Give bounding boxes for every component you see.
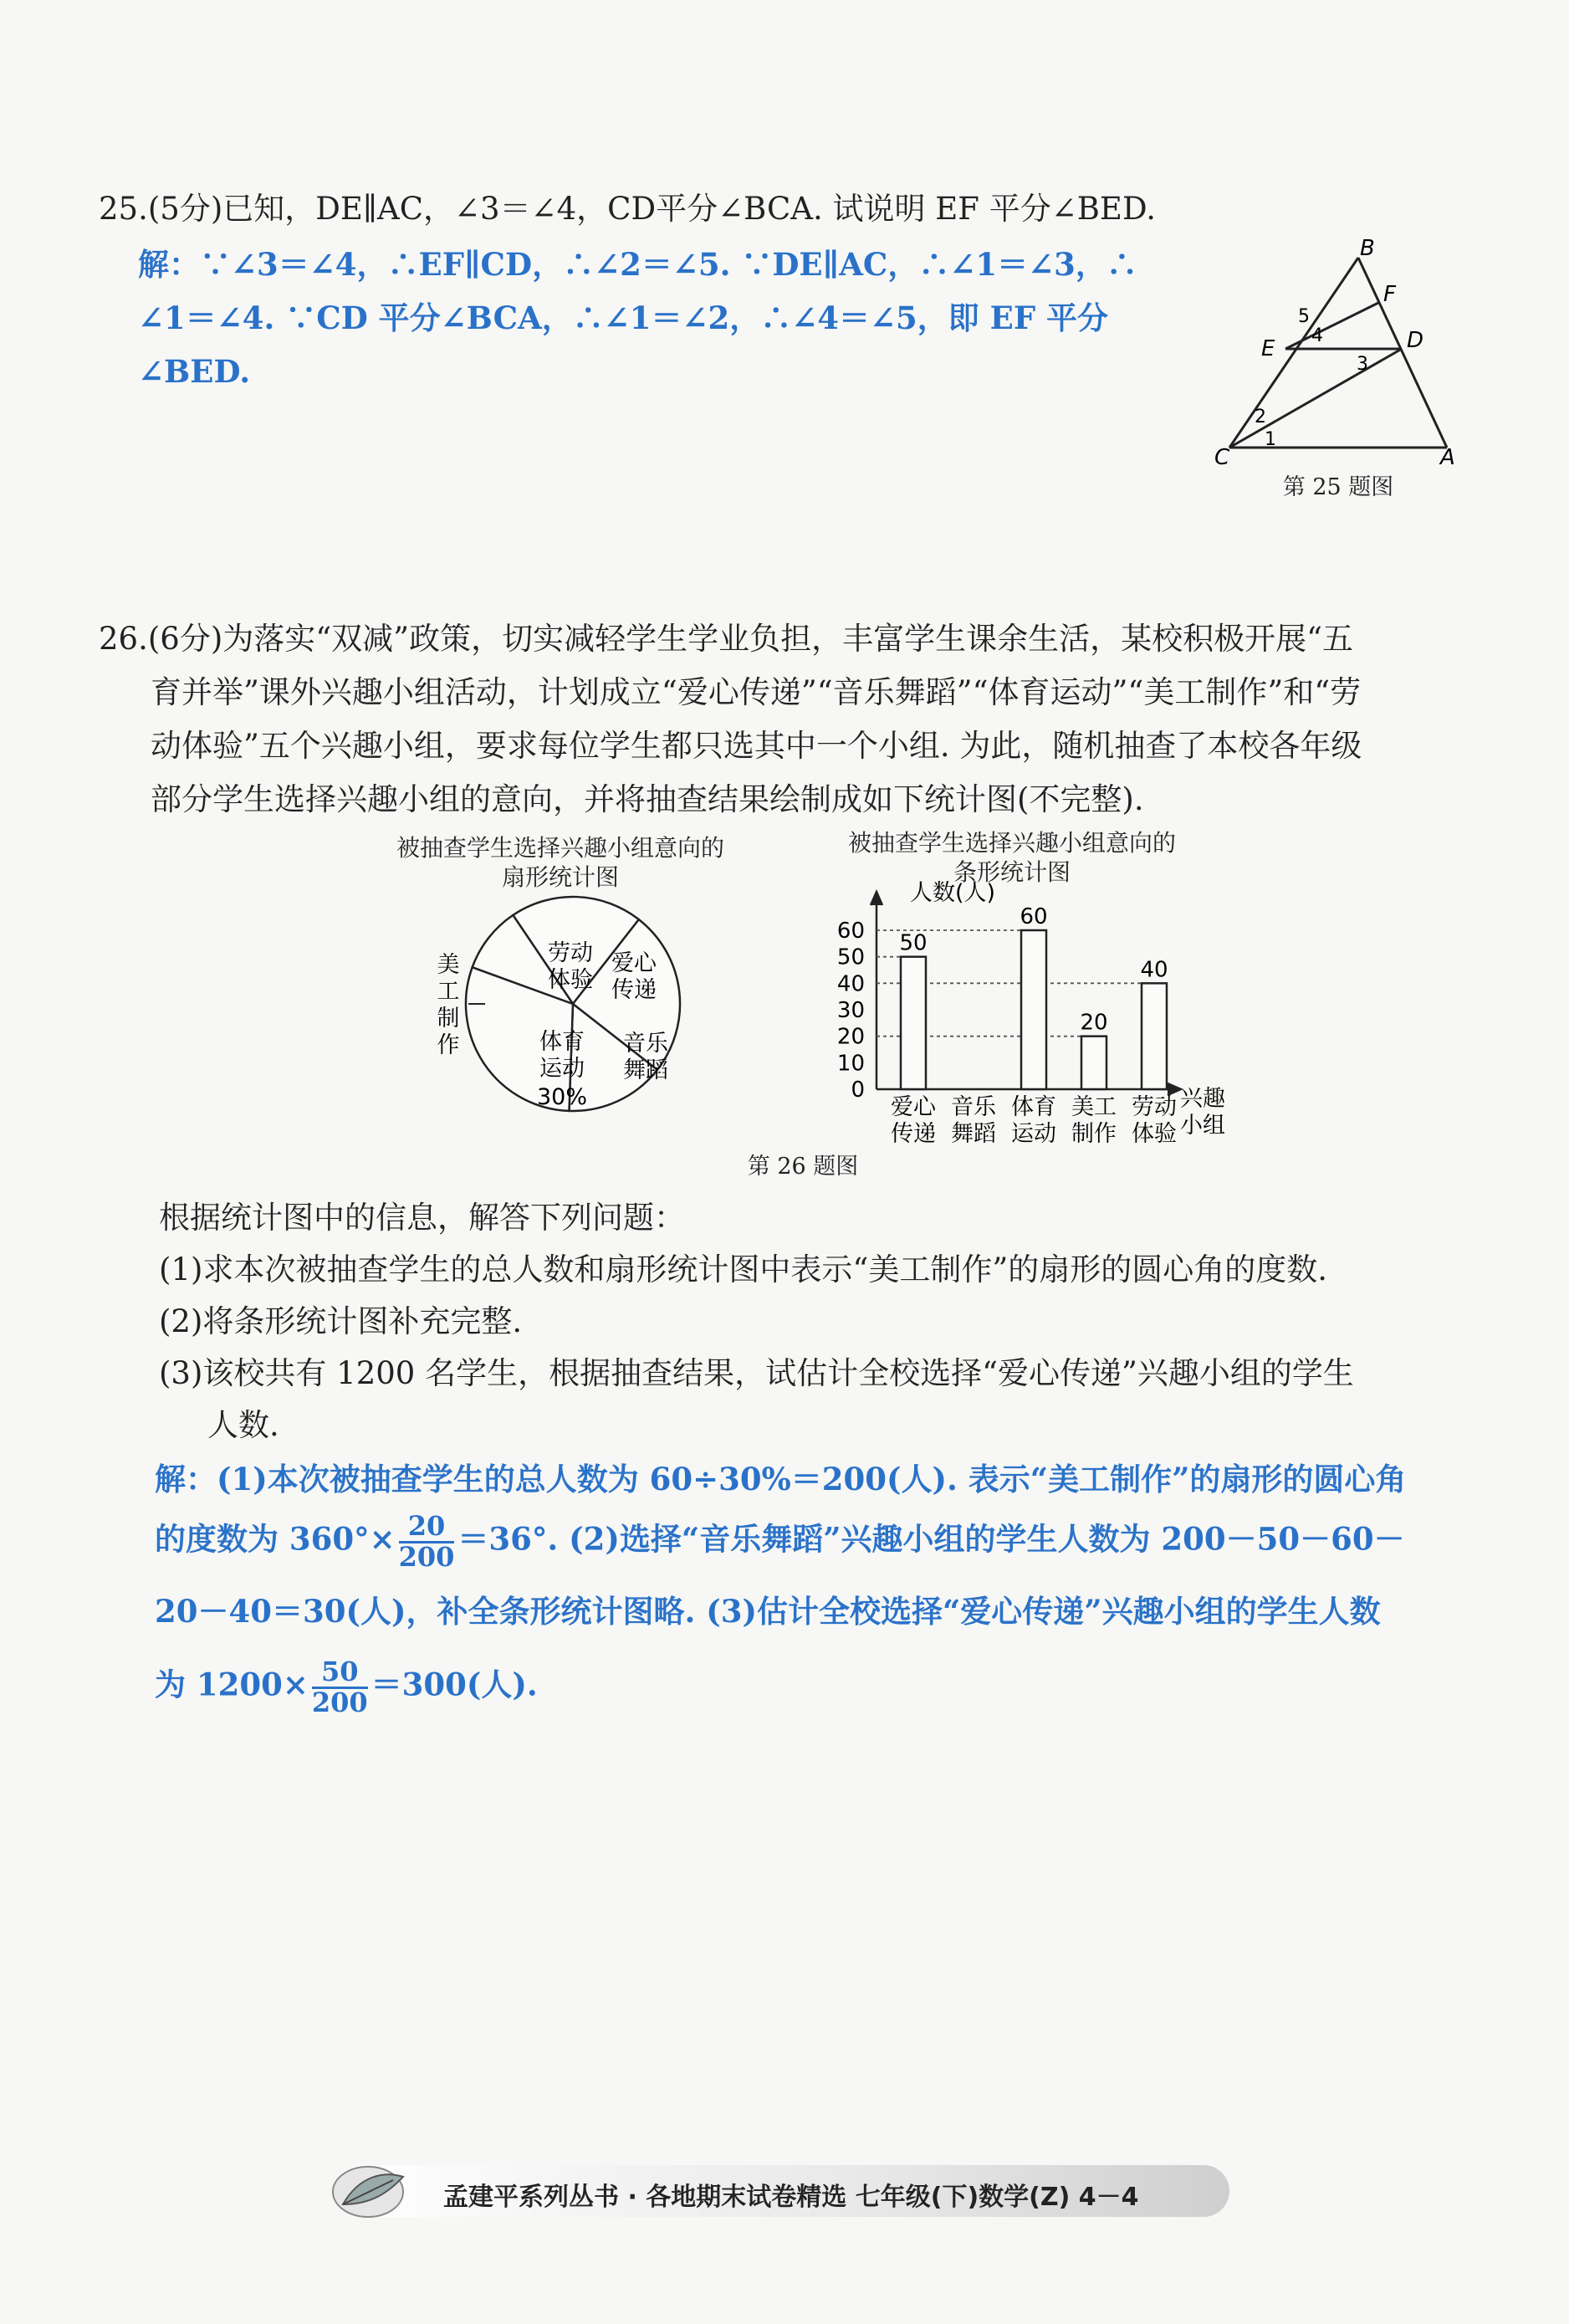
pie-label-yinyue-2: 舞蹈 [623,1057,668,1083]
leaf-logo-icon [326,2158,418,2225]
q26-question-line4: 部分学生选择兴趣小组的意向，并将抽查结果绘制成如下统计图(不完整). [151,781,1144,817]
page-footer [335,2165,1229,2217]
bar-chart [803,870,1238,1154]
q26-question-line1: 26.(6分)为落实“双减”政策，切实减轻学生学业负担，丰富学生课余生活，某校积极开展“五 [99,621,1353,657]
bar-ytick-label: 10 [836,1051,865,1077]
pie-label-laodong-2: 体验 [548,967,593,993]
segment-BA [1358,258,1447,448]
bar-category-label-2-line1: 体育 [1011,1094,1056,1120]
bar-category-label-4-line1: 劳动 [1132,1094,1177,1120]
q25-solution-line2: ∠1＝∠4. ∵CD 平分∠BCA，∴∠1＝∠2，∴∠4＝∠5，即 EF 平分 [138,299,1109,336]
q25-solution-label: 解： [138,246,200,283]
bar-title-line1: 被抽查学生选择兴趣小组意向的 [847,829,1176,857]
pie-label-meigong-2: 工 [437,979,460,1005]
bar-ylabel: 人数(人) [910,880,996,906]
q26-question-line3: 动体验”五个兴趣小组，要求每位学生都只选其中一个小组. 为此，随机抽查了本校各年级 [151,728,1362,764]
bar-ytick-label: 40 [836,971,865,997]
bar-category-label-3-line2: 制作 [1071,1121,1117,1147]
bar-xlabel-line1: 兴趣 [1180,1086,1225,1112]
point-label-A: A [1440,445,1455,468]
pie-chart [418,887,719,1129]
point-label-C: C [1214,445,1230,468]
bar-ytick-label: 30 [836,998,865,1023]
q26-sub3-a: (3)该校共有 1200 名学生，根据抽查结果，试估计全校选择“爱心传递”兴趣小组的学生 [159,1355,1354,1391]
q26-sub3-b: 人数. [207,1407,279,1443]
pie-label-aixin-2: 传递 [611,977,657,1003]
fraction-50-over-200 [312,1658,368,1717]
segment-BC [1229,258,1358,448]
q26-question-line2: 育并举”课外兴趣小组活动，计划成立“爱心传递”“音乐舞蹈”“体育运动”“美工制作”和“劳 [151,674,1362,710]
q26-solution-line4 [155,1658,538,1717]
segment-CD [1229,349,1402,448]
angle-label-3: 3 [1357,354,1368,375]
q26-solution-text2a: 的度数为 360°× [155,1520,396,1558]
point-label-F: F [1383,282,1396,307]
bar-value-label-2: 60 [1020,904,1048,929]
q26-solution-text4b: ＝300(人). [371,1666,538,1703]
q26-solution-text1: (1)本次被抽查学生的总人数为 60÷30%＝200(人). 表示“美工制作”的扇形的圆心角 [217,1461,1407,1497]
fraction2-denominator: 200 [311,1686,368,1718]
bar-category-label-2-line2: 运动 [1011,1121,1056,1147]
bar-value-label-0: 50 [899,930,928,956]
pie-label-tiyu-2: 运动 [539,1056,585,1082]
fraction1-denominator: 200 [398,1540,455,1573]
pie-label-meigong-4: 作 [437,1032,460,1058]
bar-value-label-4: 40 [1140,957,1168,983]
fraction2-numerator: 50 [312,1658,368,1689]
bar-value-label-3: 20 [1080,1010,1108,1036]
bar-2 [1021,930,1046,1089]
q26-figure-caption: 第 26 题图 [747,1154,859,1180]
point-label-E: E [1261,336,1275,361]
q25-solution-line1 [138,246,1137,283]
q26-solution-text4a: 为 1200× [155,1666,309,1703]
q26-solution-line1 [155,1461,1406,1497]
bar-category-label-0-line1: 爱心 [891,1094,936,1120]
q26-solution-line3: 20－40＝30(人)，补全条形统计图略. (3)估计全校选择“爱心传递”兴趣小组的学生人数 [155,1593,1381,1630]
pie-title-line2: 扇形统计图 [501,863,619,891]
q26-solution-label: 解： [155,1461,217,1497]
bar-ytick-label: 50 [836,944,865,970]
bar-0 [901,957,926,1089]
q25-question: 25.(5分)已知，DE∥AC，∠3＝∠4，CD平分∠BCA. 试说明 EF 平分∠BED. [99,191,1157,227]
angle-label-5: 5 [1298,306,1310,327]
q26-sub1: (1)求本次被抽查学生的总人数和扇形统计图中表示“美工制作”的扇形的圆心角的度数. [159,1252,1328,1287]
angle-label-4: 4 [1311,325,1323,346]
pie-label-meigong-1: 美 [437,952,460,978]
q25-solution-text1: ∵∠3＝∠4，∴EF∥CD，∴∠2＝∠5. ∵DE∥AC，∴∠1＝∠3，∴ [200,246,1137,283]
pie-title-line1: 被抽查学生选择兴趣小组意向的 [396,834,724,862]
angle-label-2: 2 [1255,407,1266,427]
bar-ytick-label: 20 [836,1024,865,1050]
pie-label-yinyue-1: 音乐 [623,1031,668,1057]
bar-category-label-3-line1: 美工 [1071,1094,1117,1120]
q26-intro: 根据统计图中的信息，解答下列问题： [159,1200,685,1236]
bar-title-line2: 条形统计图 [953,858,1071,886]
bar-category-label-0-line2: 传递 [891,1121,936,1147]
fraction-20-over-200 [398,1510,455,1573]
bar-category-label-1-line1: 音乐 [951,1094,996,1120]
bar-category-label-4-line2: 体验 [1132,1121,1177,1147]
q26-solution-text2b: ＝36°. (2)选择“音乐舞蹈”兴趣小组的学生人数为 200－50－60－ [457,1520,1405,1558]
q26-solution-line2 [155,1510,1405,1573]
bar-y-arrow [871,892,882,905]
q25-triangle-figure [1213,234,1464,468]
bar-xlabel-line2: 小组 [1180,1113,1225,1139]
fraction1-numerator: 20 [399,1513,455,1543]
q25-solution-line3: ∠BED. [138,353,251,390]
footer-text: 孟建平系列丛书 · 各地期末试卷精选 七年级(下)数学(Z) 4－4 [443,2183,1139,2212]
pie-chart-title [351,833,769,892]
bar-4 [1142,983,1167,1089]
bar-category-label-1-line2: 舞蹈 [951,1121,996,1147]
q26-sub2: (2)将条形统计图补充完整. [159,1303,523,1339]
pie-label-laodong-1: 劳动 [548,940,593,966]
pie-label-aixin-1: 爱心 [611,950,657,976]
point-label-B: B [1360,236,1375,261]
bar-ytick-label: 60 [836,919,865,944]
pie-label-meigong-3: 制 [437,1006,460,1031]
bar-x-arrow [1168,1083,1181,1095]
pie-label-tiyu-1: 体育 [539,1029,585,1055]
bar-ytick-label: 0 [851,1078,865,1103]
q25-figure-caption: 第 25 题图 [1282,474,1394,500]
point-label-D: D [1407,328,1424,353]
bar-3 [1081,1037,1106,1089]
pie-label-tiyu-3: 30% [536,1084,588,1110]
angle-label-1: 1 [1265,429,1276,450]
